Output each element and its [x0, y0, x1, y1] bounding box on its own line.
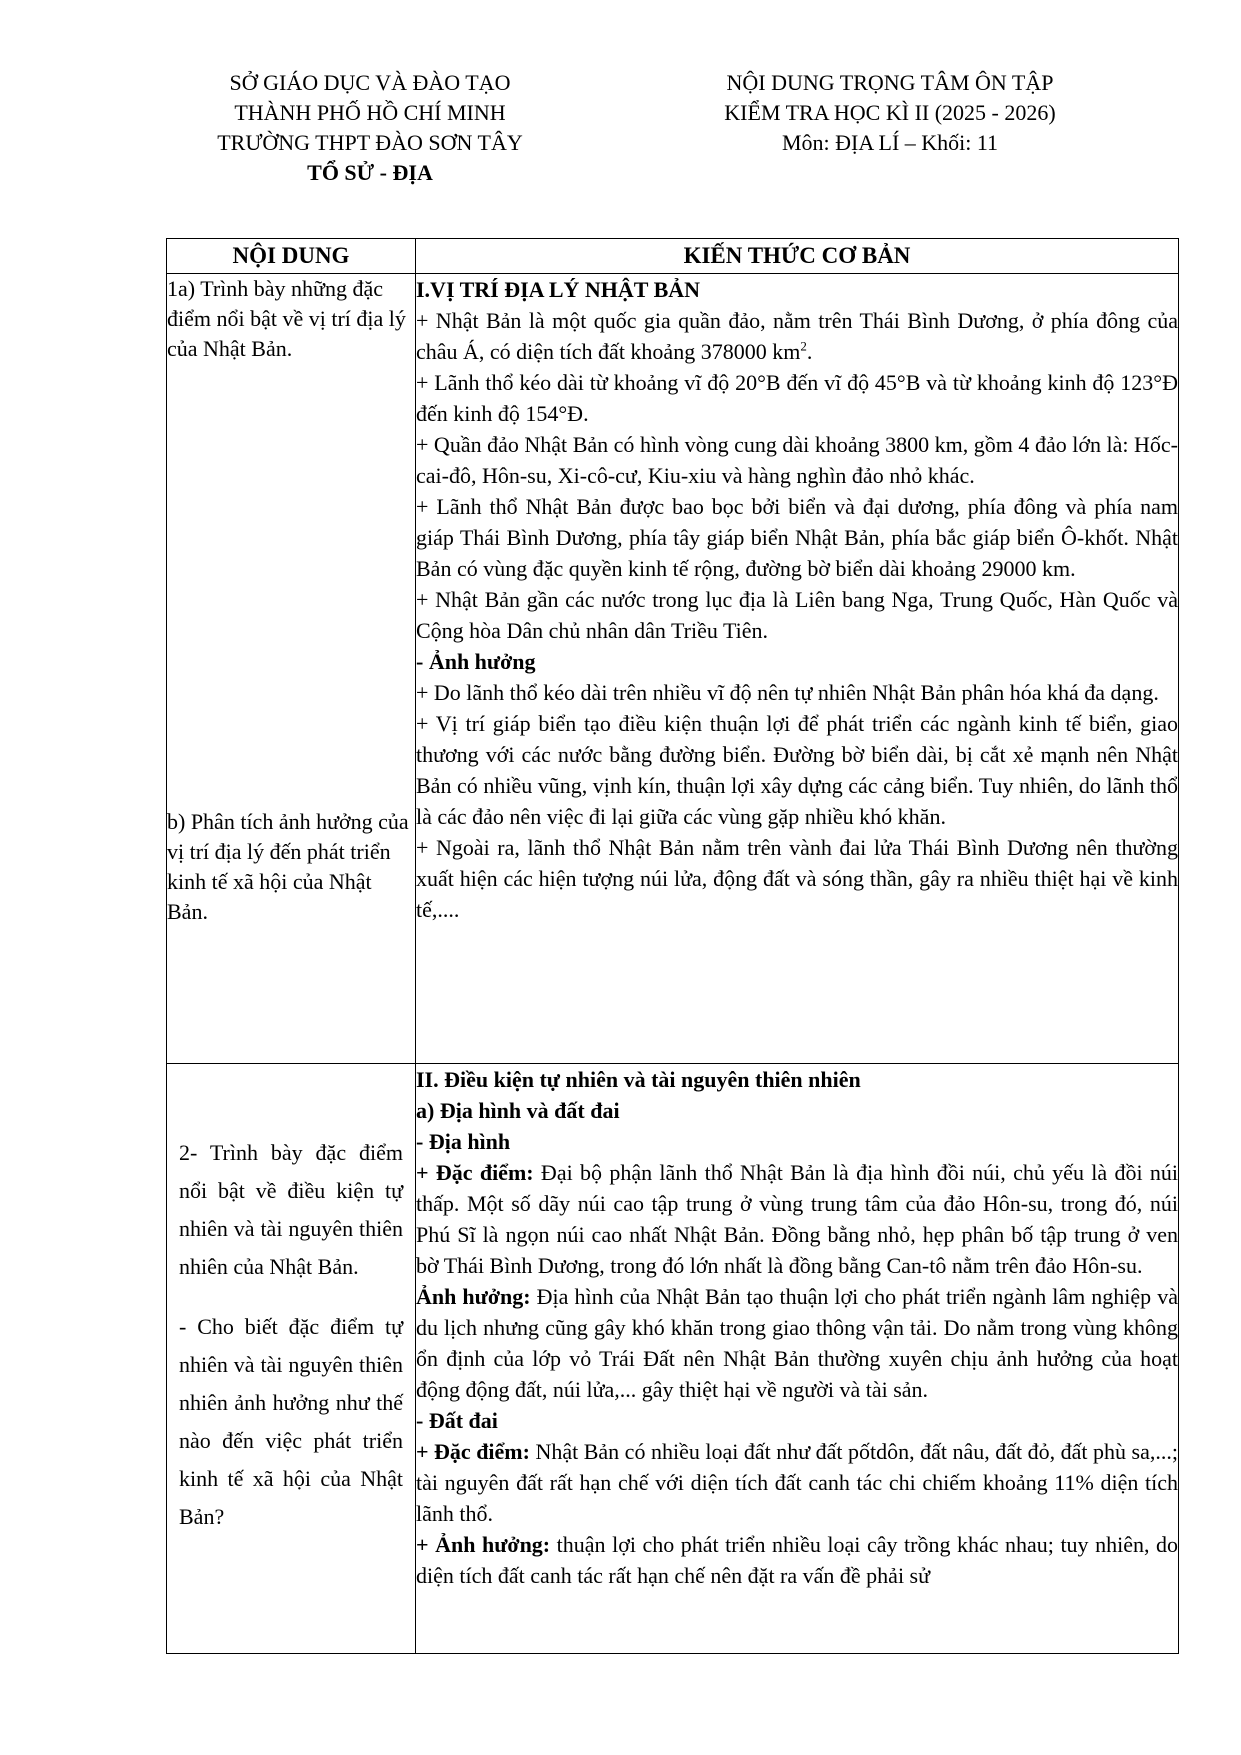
- exam-title: KIỂM TRA HỌC KÌ II (2025 - 2026): [724, 100, 1056, 125]
- subheading: - Địa hình: [416, 1129, 511, 1154]
- paragraph: + Vị trí giáp biển tạo điều kiện thuận lợi để phát triển các ngành kinh tế biển, giao thương với các nước bằng đường biển. Đường bờ biển dài, bị cắt xẻ mạnh nên Nhật Bản có nhiều vũng, vịnh kín, thuận lợi xây dựng các cảng biển. Tuy nhiên, do lãnh thổ là các đảo nên việc đi lại giữa các vùng gặp nhiều khó khăn.: [416, 711, 1178, 829]
- paragraph: + Ảnh hưởng: thuận lợi cho phát triển nhiều loại cây trồng khác nhau; tuy nhiên, do diện tích đất canh tác rất hạn chế nên đặt ra vấn đề phải sử: [416, 1532, 1178, 1588]
- answer-cell: [416, 1064, 1179, 1654]
- subheading: a) Địa hình và đất đai: [416, 1098, 620, 1123]
- section-title: I.VỊ TRÍ ĐỊA LÝ NHẬT BẢN: [416, 277, 701, 302]
- question-1a: 1a) Trình bày những đặc điểm nổi bật về vị trí địa lý của Nhật Bản.: [167, 276, 406, 361]
- document-title: NỘI DUNG TRỌNG TÂM ÔN TẬP: [726, 70, 1054, 95]
- subheading: - Ảnh hưởng: [416, 649, 536, 674]
- paragraph: + Nhật Bản gần các nước trong lục địa là Liên bang Nga, Trung Quốc, Hàn Quốc và Cộng hòa Dân chủ nhân dân Triều Tiên.: [416, 587, 1178, 643]
- header-right: [660, 68, 1120, 158]
- question-1b: b) Phân tích ảnh hưởng của vị trí địa lý đến phát triển kinh tế xã hội của Nhật Bản.: [167, 809, 409, 924]
- answer-cell: [416, 274, 1179, 1064]
- paragraph: + Đặc điểm: Nhật Bản có nhiều loại đất như đất pốtdôn, đất nâu, đất đỏ, đất phù sa,...; tài nguyên đất rất hạn chế với diện tích đất canh tác chi chiếm khoảng 11% diện tích lãnh thổ.: [416, 1439, 1178, 1526]
- col-header-content: NỘI DUNG: [167, 239, 416, 274]
- section-title: II. Điều kiện tự nhiên và tài nguyên thiên nhiên: [416, 1067, 861, 1092]
- subject-grade: Môn: ĐỊA LÍ – Khối: 11: [781, 130, 999, 155]
- paragraph: + Quần đảo Nhật Bản có hình vòng cung dài khoảng 3800 km, gồm 4 đảo lớn là: Hốc-cai-đô, Hôn-su, Xi-cô-cư, Kiu-xiu và hàng nghìn đảo nhỏ khác.: [416, 432, 1178, 488]
- city-name: THÀNH PHỐ HỒ CHÍ MINH: [234, 100, 506, 125]
- paragraph: + Lãnh thổ Nhật Bản được bao bọc bởi biển và đại dương, phía đông và phía nam giáp Thái Bình Dương, phía tây giáp biển Nhật Bản, phía bắc giáp biển Ô-khốt. Nhật Bản có vùng đặc quyền kinh tế rộng, đường bờ biển dài khoảng 29000 km.: [416, 494, 1178, 581]
- school-name: TRƯỜNG THPT ĐÀO SƠN TÂY: [217, 130, 523, 155]
- question-2b: - Cho biết đặc điểm tự nhiên và tài nguyên thiên nhiên ảnh hưởng như thế nào đến việc phát triển kinh tế xã hội của Nhật Bản?: [179, 1314, 403, 1529]
- question-2: 2- Trình bày đặc điểm nổi bật về điều kiện tự nhiên và tài nguyên thiên nhiên của Nhật Bản.: [179, 1140, 403, 1279]
- subheading: - Đất đai: [416, 1408, 498, 1433]
- col-header-knowledge: KIẾN THỨC CƠ BẢN: [416, 239, 1179, 274]
- faculty-name: TỔ SỬ - ĐỊA: [307, 160, 433, 185]
- table-header-row: [167, 239, 1179, 274]
- content-table: [166, 238, 1179, 1654]
- header-left: [170, 68, 570, 188]
- paragraph: + Đặc điểm: Đại bộ phận lãnh thổ Nhật Bản là địa hình đồi núi, chủ yếu là đồi núi thấp. Một số dãy núi cao tập trung ở vùng trung tâm của đảo Hôn-su, trong đó, núi Phú Sĩ là ngọn núi cao nhất Nhật Bản. Đồng bằng nhỏ, hẹp phân bố tập trung ở ven bờ Thái Bình Dương, trong đó lớn nhất là đồng bằng Can-tô nằm trên đảo Hôn-su.: [416, 1160, 1179, 1278]
- table-row: [167, 274, 1179, 1064]
- paragraph: + Do lãnh thổ kéo dài trên nhiều vĩ độ nên tự nhiên Nhật Bản phân hóa khá đa dạng.: [416, 680, 1159, 705]
- question-cell: [167, 1064, 416, 1654]
- paragraph: Ảnh hưởng: Địa hình của Nhật Bản tạo thuận lợi cho phát triển ngành lâm nghiệp và du lịch nhưng cũng gây khó khăn trong giao thông vận tải. Do nằm trong vùng không ổn định của lớp vỏ Trái Đất nên Nhật Bản thường xuyên chịu ảnh hưởng của hoạt động động đất, núi lửa,... gây thiệt hại về người và tài sản.: [416, 1284, 1178, 1402]
- department-name: SỞ GIÁO DỤC VÀ ĐÀO TẠO: [229, 70, 511, 95]
- question-cell: [167, 274, 416, 1064]
- paragraph: + Nhật Bản là một quốc gia quần đảo, nằm trên Thái Bình Dương, ở phía đông của châu Á, có diện tích đất khoảng 378000 $km^2$.: [416, 308, 1178, 364]
- paragraph: + Lãnh thổ kéo dài từ khoảng vĩ độ 20°B đến vĩ độ 45°B và từ khoảng kinh độ 123°Đ đến kinh độ 154°Đ.: [416, 370, 1178, 426]
- table-row: [167, 1064, 1179, 1654]
- paragraph: + Ngoài ra, lãnh thổ Nhật Bản nằm trên vành đai lửa Thái Bình Dương nên thường xuất hiện các hiện tượng núi lửa, động đất và sóng thần, gây ra nhiều thiệt hại về kinh tế,....: [416, 835, 1178, 922]
